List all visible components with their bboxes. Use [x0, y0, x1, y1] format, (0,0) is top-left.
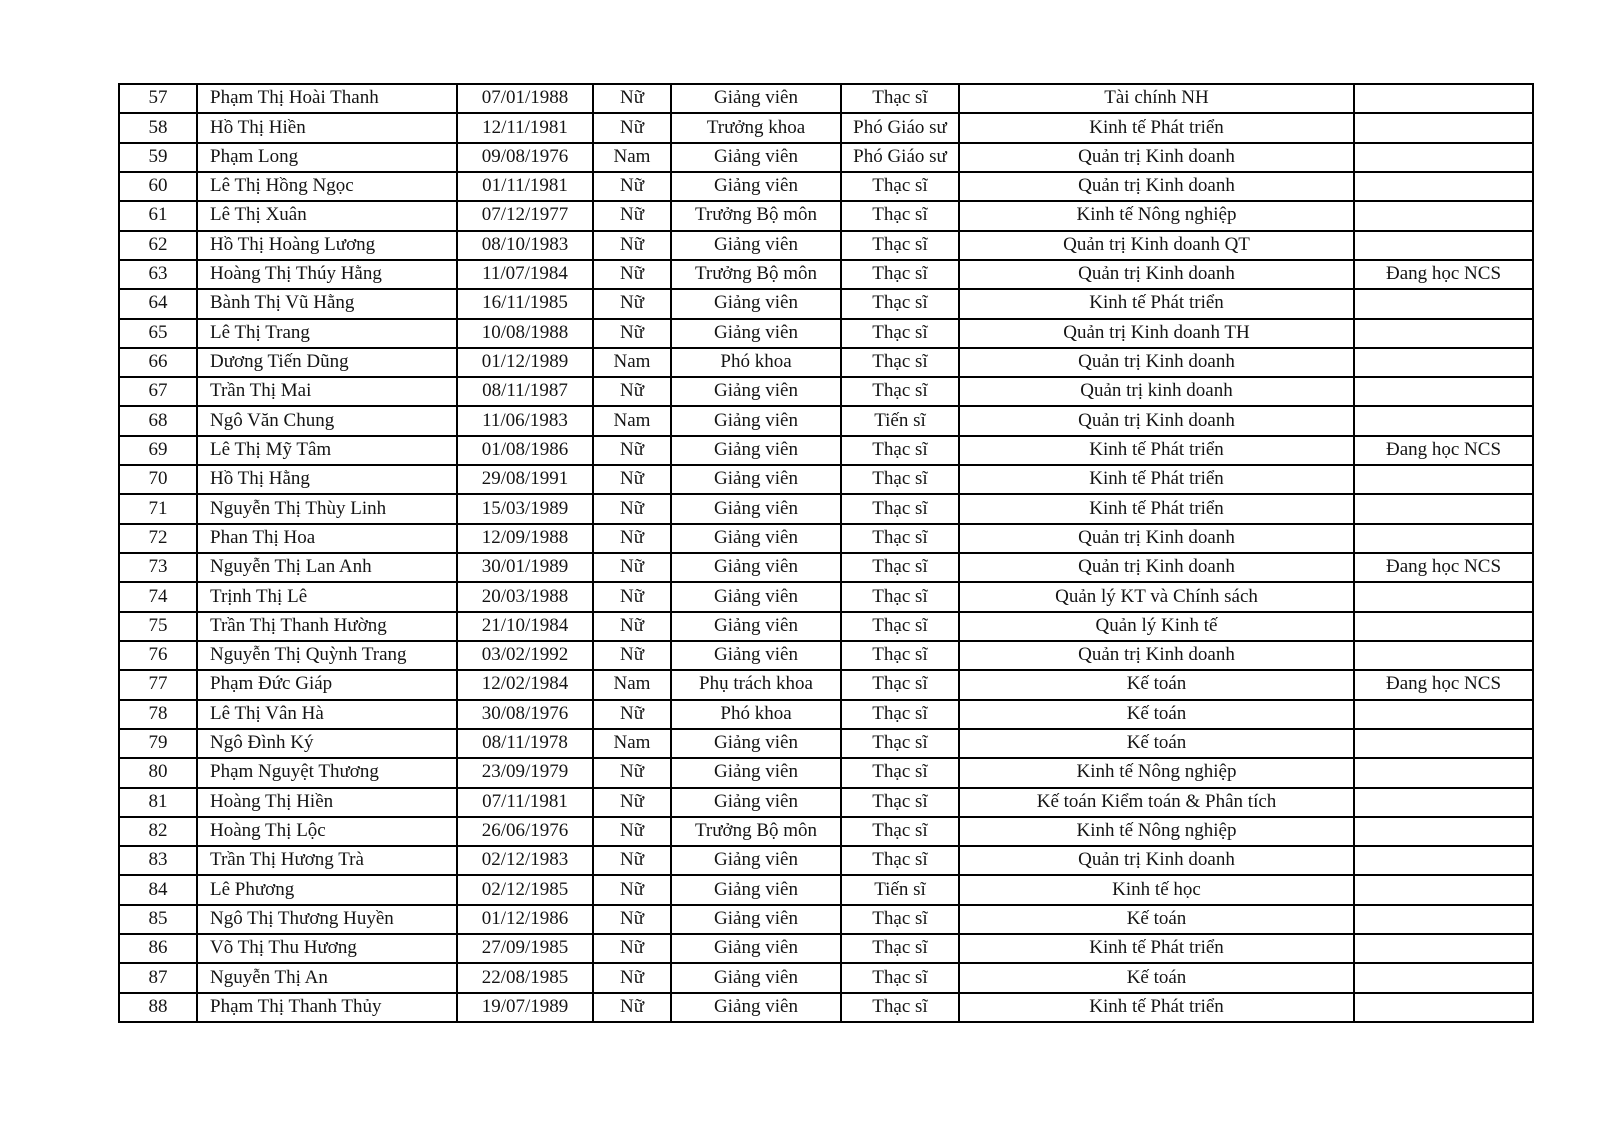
- cell-position: Giảng viên: [671, 524, 841, 553]
- cell-full-name: Phạm Thị Thanh Thủy: [197, 993, 457, 1022]
- cell-full-name: Hoàng Thị Thúy Hằng: [197, 260, 457, 289]
- cell-row-number: 83: [119, 846, 197, 875]
- cell-full-name: Trần Thị Hương Trà: [197, 846, 457, 875]
- cell-field: Kinh tế Phát triển: [959, 289, 1354, 318]
- cell-note: Đang học NCS: [1354, 260, 1533, 289]
- cell-field: Kế toán: [959, 905, 1354, 934]
- cell-row-number: 76: [119, 641, 197, 670]
- cell-date-of-birth: 07/11/1981: [457, 788, 593, 817]
- cell-row-number: 78: [119, 700, 197, 729]
- cell-date-of-birth: 15/03/1989: [457, 494, 593, 523]
- cell-degree: Thạc sĩ: [841, 494, 959, 523]
- cell-gender: Nữ: [593, 231, 671, 260]
- cell-gender: Nữ: [593, 963, 671, 992]
- cell-field: Kế toán: [959, 963, 1354, 992]
- cell-note: [1354, 319, 1533, 348]
- cell-position: Trưởng khoa: [671, 113, 841, 142]
- cell-date-of-birth: 27/09/1985: [457, 934, 593, 963]
- cell-degree: Thạc sĩ: [841, 641, 959, 670]
- cell-gender: Nữ: [593, 260, 671, 289]
- cell-degree: Thạc sĩ: [841, 905, 959, 934]
- cell-position: Giảng viên: [671, 553, 841, 582]
- table-row: [119, 993, 1533, 1022]
- cell-row-number: 81: [119, 788, 197, 817]
- cell-row-number: 74: [119, 582, 197, 611]
- cell-degree: Phó Giáo sư: [841, 113, 959, 142]
- cell-gender: Nữ: [593, 436, 671, 465]
- cell-row-number: 77: [119, 670, 197, 699]
- cell-note: Đang học NCS: [1354, 670, 1533, 699]
- cell-position: Giảng viên: [671, 729, 841, 758]
- cell-position: Giảng viên: [671, 436, 841, 465]
- cell-gender: Nữ: [593, 612, 671, 641]
- cell-date-of-birth: 26/06/1976: [457, 817, 593, 846]
- table-row: [119, 758, 1533, 787]
- cell-date-of-birth: 20/03/1988: [457, 582, 593, 611]
- cell-row-number: 75: [119, 612, 197, 641]
- cell-full-name: Nguyễn Thị Quỳnh Trang: [197, 641, 457, 670]
- cell-full-name: Lê Thị Xuân: [197, 201, 457, 230]
- cell-field: Kinh tế Phát triển: [959, 494, 1354, 523]
- cell-date-of-birth: 12/02/1984: [457, 670, 593, 699]
- cell-row-number: 88: [119, 993, 197, 1022]
- cell-date-of-birth: 22/08/1985: [457, 963, 593, 992]
- cell-full-name: Nguyễn Thị An: [197, 963, 457, 992]
- cell-note: [1354, 700, 1533, 729]
- table-row: [119, 729, 1533, 758]
- cell-position: Giảng viên: [671, 319, 841, 348]
- cell-date-of-birth: 08/10/1983: [457, 231, 593, 260]
- cell-row-number: 63: [119, 260, 197, 289]
- table-row: [119, 670, 1533, 699]
- cell-position: Giảng viên: [671, 172, 841, 201]
- table-row: [119, 700, 1533, 729]
- cell-gender: Nữ: [593, 817, 671, 846]
- cell-row-number: 64: [119, 289, 197, 318]
- cell-field: Kinh tế Nông nghiệp: [959, 817, 1354, 846]
- cell-row-number: 58: [119, 113, 197, 142]
- cell-degree: Thạc sĩ: [841, 612, 959, 641]
- cell-field: Quản trị Kinh doanh: [959, 553, 1354, 582]
- cell-date-of-birth: 01/12/1986: [457, 905, 593, 934]
- cell-row-number: 85: [119, 905, 197, 934]
- cell-field: Quản trị Kinh doanh: [959, 348, 1354, 377]
- cell-note: [1354, 875, 1533, 904]
- table-row: [119, 465, 1533, 494]
- cell-date-of-birth: 01/11/1981: [457, 172, 593, 201]
- cell-date-of-birth: 12/09/1988: [457, 524, 593, 553]
- cell-full-name: Phạm Nguyệt Thương: [197, 758, 457, 787]
- cell-field: Kinh tế Phát triển: [959, 934, 1354, 963]
- cell-degree: Thạc sĩ: [841, 670, 959, 699]
- cell-full-name: Trịnh Thị Lê: [197, 582, 457, 611]
- cell-row-number: 86: [119, 934, 197, 963]
- cell-field: Quản trị Kinh doanh: [959, 406, 1354, 435]
- cell-degree: Thạc sĩ: [841, 846, 959, 875]
- cell-full-name: Trần Thị Thanh Hường: [197, 612, 457, 641]
- cell-position: Giảng viên: [671, 406, 841, 435]
- cell-gender: Nữ: [593, 875, 671, 904]
- cell-date-of-birth: 03/02/1992: [457, 641, 593, 670]
- cell-date-of-birth: 08/11/1987: [457, 377, 593, 406]
- cell-date-of-birth: 29/08/1991: [457, 465, 593, 494]
- cell-note: [1354, 377, 1533, 406]
- cell-row-number: 65: [119, 319, 197, 348]
- table-row: [119, 377, 1533, 406]
- cell-position: Giảng viên: [671, 993, 841, 1022]
- cell-degree: Thạc sĩ: [841, 934, 959, 963]
- cell-degree: Thạc sĩ: [841, 700, 959, 729]
- cell-full-name: Phan Thị Hoa: [197, 524, 457, 553]
- table-row: [119, 524, 1533, 553]
- cell-full-name: Trần Thị Mai: [197, 377, 457, 406]
- table-row: [119, 875, 1533, 904]
- cell-field: Quản trị Kinh doanh QT: [959, 231, 1354, 260]
- cell-field: Quản trị Kinh doanh: [959, 524, 1354, 553]
- cell-field: Kinh tế Nông nghiệp: [959, 201, 1354, 230]
- cell-note: [1354, 289, 1533, 318]
- cell-degree: Thạc sĩ: [841, 289, 959, 318]
- faculty-table-body: [119, 84, 1533, 1022]
- cell-field: Kế toán: [959, 670, 1354, 699]
- cell-row-number: 68: [119, 406, 197, 435]
- table-row: [119, 84, 1533, 113]
- table-row: [119, 436, 1533, 465]
- cell-field: Kinh tế Phát triển: [959, 465, 1354, 494]
- cell-gender: Nữ: [593, 172, 671, 201]
- table-row: [119, 289, 1533, 318]
- cell-field: Kinh tế học: [959, 875, 1354, 904]
- cell-date-of-birth: 01/08/1986: [457, 436, 593, 465]
- cell-degree: Phó Giáo sư: [841, 143, 959, 172]
- cell-note: [1354, 348, 1533, 377]
- cell-full-name: Võ Thị Thu Hương: [197, 934, 457, 963]
- cell-row-number: 87: [119, 963, 197, 992]
- cell-full-name: Phạm Thị Hoài Thanh: [197, 84, 457, 113]
- cell-full-name: Hồ Thị Hoàng Lương: [197, 231, 457, 260]
- cell-field: Quản lý Kinh tế: [959, 612, 1354, 641]
- faculty-table: [118, 83, 1534, 1023]
- cell-field: Kinh tế Phát triển: [959, 436, 1354, 465]
- cell-degree: Thạc sĩ: [841, 993, 959, 1022]
- cell-degree: Thạc sĩ: [841, 553, 959, 582]
- cell-date-of-birth: 01/12/1989: [457, 348, 593, 377]
- cell-note: [1354, 963, 1533, 992]
- cell-row-number: 69: [119, 436, 197, 465]
- cell-row-number: 71: [119, 494, 197, 523]
- cell-note: [1354, 846, 1533, 875]
- cell-note: [1354, 524, 1533, 553]
- cell-field: Quản trị Kinh doanh: [959, 641, 1354, 670]
- cell-degree: Thạc sĩ: [841, 788, 959, 817]
- cell-field: Quản trị kinh doanh: [959, 377, 1354, 406]
- cell-field: Tài chính NH: [959, 84, 1354, 113]
- cell-row-number: 80: [119, 758, 197, 787]
- cell-full-name: Ngô Đình Ký: [197, 729, 457, 758]
- table-row: [119, 905, 1533, 934]
- cell-position: Giảng viên: [671, 875, 841, 904]
- cell-position: Giảng viên: [671, 788, 841, 817]
- table-row: [119, 260, 1533, 289]
- cell-note: Đang học NCS: [1354, 436, 1533, 465]
- cell-field: Kinh tế Phát triển: [959, 993, 1354, 1022]
- cell-date-of-birth: 11/07/1984: [457, 260, 593, 289]
- cell-full-name: Lê Thị Trang: [197, 319, 457, 348]
- cell-position: Giảng viên: [671, 612, 841, 641]
- cell-gender: Nam: [593, 729, 671, 758]
- cell-field: Quản trị Kinh doanh: [959, 172, 1354, 201]
- cell-date-of-birth: 07/01/1988: [457, 84, 593, 113]
- cell-field: Quản trị Kinh doanh: [959, 260, 1354, 289]
- cell-full-name: Hồ Thị Hiền: [197, 113, 457, 142]
- cell-gender: Nữ: [593, 993, 671, 1022]
- cell-position: Trưởng Bộ môn: [671, 817, 841, 846]
- table-row: [119, 963, 1533, 992]
- cell-position: Giảng viên: [671, 231, 841, 260]
- cell-field: Quản lý KT và Chính sách: [959, 582, 1354, 611]
- cell-note: [1354, 612, 1533, 641]
- cell-position: Phụ trách khoa: [671, 670, 841, 699]
- table-row: [119, 113, 1533, 142]
- cell-position: Giảng viên: [671, 641, 841, 670]
- cell-degree: Thạc sĩ: [841, 524, 959, 553]
- table-row: [119, 172, 1533, 201]
- cell-degree: Thạc sĩ: [841, 84, 959, 113]
- cell-position: Giảng viên: [671, 934, 841, 963]
- cell-row-number: 82: [119, 817, 197, 846]
- cell-full-name: Ngô Văn Chung: [197, 406, 457, 435]
- table-row: [119, 231, 1533, 260]
- cell-gender: Nữ: [593, 113, 671, 142]
- cell-field: Quản trị Kinh doanh TH: [959, 319, 1354, 348]
- cell-full-name: Lê Thị Vân Hà: [197, 700, 457, 729]
- cell-gender: Nữ: [593, 494, 671, 523]
- table-row: [119, 641, 1533, 670]
- cell-row-number: 61: [119, 201, 197, 230]
- cell-row-number: 84: [119, 875, 197, 904]
- cell-degree: Thạc sĩ: [841, 201, 959, 230]
- cell-position: Giảng viên: [671, 289, 841, 318]
- cell-degree: Thạc sĩ: [841, 582, 959, 611]
- cell-position: Trưởng Bộ môn: [671, 201, 841, 230]
- cell-note: [1354, 465, 1533, 494]
- cell-note: [1354, 729, 1533, 758]
- cell-position: Giảng viên: [671, 377, 841, 406]
- cell-date-of-birth: 12/11/1981: [457, 113, 593, 142]
- cell-note: [1354, 201, 1533, 230]
- table-row: [119, 612, 1533, 641]
- cell-field: Kinh tế Nông nghiệp: [959, 758, 1354, 787]
- cell-degree: Thạc sĩ: [841, 817, 959, 846]
- cell-note: [1354, 113, 1533, 142]
- table-row: [119, 348, 1533, 377]
- cell-field: Kế toán: [959, 700, 1354, 729]
- cell-date-of-birth: 08/11/1978: [457, 729, 593, 758]
- cell-row-number: 67: [119, 377, 197, 406]
- cell-degree: Tiến sĩ: [841, 406, 959, 435]
- cell-note: Đang học NCS: [1354, 553, 1533, 582]
- cell-note: [1354, 788, 1533, 817]
- cell-degree: Thạc sĩ: [841, 348, 959, 377]
- cell-date-of-birth: 11/06/1983: [457, 406, 593, 435]
- cell-gender: Nữ: [593, 201, 671, 230]
- cell-gender: Nữ: [593, 905, 671, 934]
- cell-note: [1354, 758, 1533, 787]
- cell-position: Giảng viên: [671, 758, 841, 787]
- cell-note: [1354, 406, 1533, 435]
- cell-note: [1354, 905, 1533, 934]
- cell-degree: Thạc sĩ: [841, 172, 959, 201]
- table-row: [119, 582, 1533, 611]
- cell-date-of-birth: 07/12/1977: [457, 201, 593, 230]
- cell-gender: Nữ: [593, 758, 671, 787]
- cell-full-name: Hồ Thị Hằng: [197, 465, 457, 494]
- cell-gender: Nữ: [593, 641, 671, 670]
- cell-full-name: Phạm Long: [197, 143, 457, 172]
- cell-field: Kế toán Kiểm toán & Phân tích: [959, 788, 1354, 817]
- cell-position: Giảng viên: [671, 84, 841, 113]
- cell-degree: Thạc sĩ: [841, 319, 959, 348]
- cell-position: Giảng viên: [671, 905, 841, 934]
- cell-note: [1354, 494, 1533, 523]
- table-row: [119, 934, 1533, 963]
- cell-degree: Thạc sĩ: [841, 436, 959, 465]
- cell-date-of-birth: 16/11/1985: [457, 289, 593, 318]
- table-row: [119, 201, 1533, 230]
- cell-note: [1354, 143, 1533, 172]
- cell-field: Kinh tế Phát triển: [959, 113, 1354, 142]
- table-row: [119, 319, 1533, 348]
- cell-gender: Nam: [593, 670, 671, 699]
- cell-position: Giảng viên: [671, 465, 841, 494]
- cell-degree: Thạc sĩ: [841, 758, 959, 787]
- cell-degree: Thạc sĩ: [841, 963, 959, 992]
- cell-note: [1354, 172, 1533, 201]
- cell-row-number: 59: [119, 143, 197, 172]
- cell-degree: Thạc sĩ: [841, 260, 959, 289]
- cell-full-name: Hoàng Thị Lộc: [197, 817, 457, 846]
- cell-gender: Nam: [593, 406, 671, 435]
- cell-degree: Thạc sĩ: [841, 377, 959, 406]
- cell-position: Giảng viên: [671, 963, 841, 992]
- cell-full-name: Bành Thị Vũ Hằng: [197, 289, 457, 318]
- cell-full-name: Lê Thị Hồng Ngọc: [197, 172, 457, 201]
- cell-full-name: Dương Tiến Dũng: [197, 348, 457, 377]
- cell-gender: Nam: [593, 143, 671, 172]
- cell-gender: Nữ: [593, 524, 671, 553]
- table-row: [119, 143, 1533, 172]
- cell-full-name: Ngô Thị Thương Huyền: [197, 905, 457, 934]
- cell-gender: Nữ: [593, 934, 671, 963]
- cell-row-number: 72: [119, 524, 197, 553]
- table-row: [119, 788, 1533, 817]
- cell-gender: Nữ: [593, 788, 671, 817]
- cell-full-name: Lê Phương: [197, 875, 457, 904]
- cell-degree: Thạc sĩ: [841, 729, 959, 758]
- cell-full-name: Hoàng Thị Hiền: [197, 788, 457, 817]
- cell-degree: Tiến sĩ: [841, 875, 959, 904]
- cell-position: Phó khoa: [671, 348, 841, 377]
- cell-note: [1354, 993, 1533, 1022]
- cell-full-name: Nguyễn Thị Lan Anh: [197, 553, 457, 582]
- cell-field: Quản trị Kinh doanh: [959, 143, 1354, 172]
- document-page: [118, 83, 1534, 1023]
- cell-row-number: 79: [119, 729, 197, 758]
- cell-row-number: 73: [119, 553, 197, 582]
- cell-field: Quản trị Kinh doanh: [959, 846, 1354, 875]
- cell-date-of-birth: 30/08/1976: [457, 700, 593, 729]
- cell-gender: Nữ: [593, 377, 671, 406]
- cell-degree: Thạc sĩ: [841, 465, 959, 494]
- cell-date-of-birth: 30/01/1989: [457, 553, 593, 582]
- cell-date-of-birth: 10/08/1988: [457, 319, 593, 348]
- cell-date-of-birth: 19/07/1989: [457, 993, 593, 1022]
- cell-gender: Nữ: [593, 84, 671, 113]
- cell-field: Kế toán: [959, 729, 1354, 758]
- cell-full-name: Lê Thị Mỹ Tâm: [197, 436, 457, 465]
- cell-gender: Nam: [593, 348, 671, 377]
- cell-row-number: 66: [119, 348, 197, 377]
- cell-date-of-birth: 23/09/1979: [457, 758, 593, 787]
- cell-date-of-birth: 02/12/1985: [457, 875, 593, 904]
- cell-position: Giảng viên: [671, 143, 841, 172]
- cell-position: Phó khoa: [671, 700, 841, 729]
- cell-gender: Nữ: [593, 553, 671, 582]
- cell-date-of-birth: 09/08/1976: [457, 143, 593, 172]
- cell-full-name: Phạm Đức Giáp: [197, 670, 457, 699]
- cell-gender: Nữ: [593, 465, 671, 494]
- cell-note: [1354, 934, 1533, 963]
- cell-position: Giảng viên: [671, 846, 841, 875]
- table-row: [119, 553, 1533, 582]
- cell-gender: Nữ: [593, 582, 671, 611]
- table-row: [119, 846, 1533, 875]
- cell-position: Trưởng Bộ môn: [671, 260, 841, 289]
- cell-row-number: 70: [119, 465, 197, 494]
- cell-note: [1354, 84, 1533, 113]
- cell-full-name: Nguyễn Thị Thùy Linh: [197, 494, 457, 523]
- cell-row-number: 57: [119, 84, 197, 113]
- table-row: [119, 494, 1533, 523]
- cell-gender: Nữ: [593, 319, 671, 348]
- cell-row-number: 60: [119, 172, 197, 201]
- cell-date-of-birth: 21/10/1984: [457, 612, 593, 641]
- cell-note: [1354, 231, 1533, 260]
- cell-position: Giảng viên: [671, 494, 841, 523]
- cell-date-of-birth: 02/12/1983: [457, 846, 593, 875]
- cell-degree: Thạc sĩ: [841, 231, 959, 260]
- cell-note: [1354, 582, 1533, 611]
- cell-note: [1354, 817, 1533, 846]
- cell-position: Giảng viên: [671, 582, 841, 611]
- cell-note: [1354, 641, 1533, 670]
- cell-gender: Nữ: [593, 700, 671, 729]
- cell-gender: Nữ: [593, 289, 671, 318]
- table-row: [119, 406, 1533, 435]
- cell-row-number: 62: [119, 231, 197, 260]
- cell-gender: Nữ: [593, 846, 671, 875]
- table-row: [119, 817, 1533, 846]
